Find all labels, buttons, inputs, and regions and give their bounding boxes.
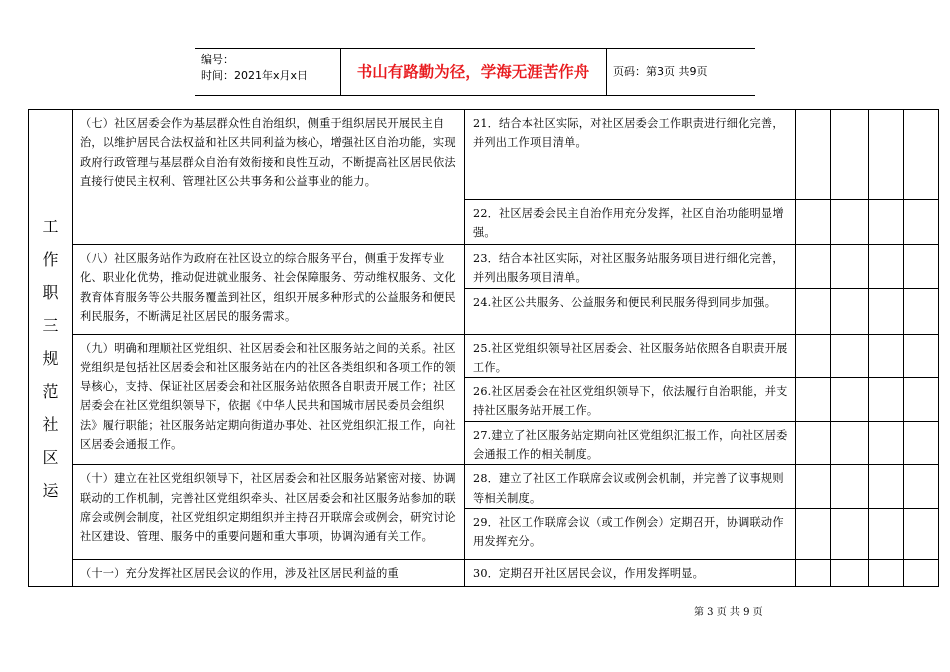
standard-cell: 30．定期召开社区居民会议，作用发挥明显。	[465, 559, 796, 586]
table-row	[29, 245, 939, 289]
score-cell	[796, 245, 831, 289]
score-cell	[796, 465, 831, 509]
table-row	[29, 110, 939, 200]
serial-label: 编号：	[201, 53, 234, 66]
score-cell	[904, 288, 939, 334]
heading-char: 职	[42, 283, 59, 302]
header-meta	[201, 52, 308, 84]
score-cell	[796, 334, 831, 378]
score-cell	[869, 378, 904, 422]
score-cell	[796, 200, 831, 245]
score-cell	[904, 378, 939, 422]
page-footer: 第 3 页 共 9 页	[694, 607, 763, 618]
heading-char: 范	[42, 382, 59, 401]
heading-char: 运	[42, 481, 59, 500]
time-label: 时间：2021年x月x日	[201, 69, 309, 82]
standard-cell: 28．建立了社区工作联席会议或例会机制，并完善了议事规则等相关制度。	[465, 465, 796, 509]
score-cell	[831, 334, 869, 378]
score-cell	[904, 200, 939, 245]
content-cell: （八）社区服务站作为政府在社区设立的综合服务平台，侧重于发挥专业化、职业化优势，推动促进就业服务、社会保障服务、劳动维权服务、文化教育体育服务等公共服务覆盖到社区，组织开展多种形式的公益服务和便民利民服务，不断满足社区居民的服务需求。	[73, 245, 465, 335]
standard-cell: 29．社区工作联席会议（或工作例会）定期召开，协调联动作用发挥充分。	[465, 508, 796, 559]
content-cell: （九）明确和理顺社区党组织、社区居委会和社区服务站之间的关系。社区党组织是包括社区居委会和社区服务站在内的社区各类组织和各项工作的领导核心，支持、保证社区居委会和社区服务站依照各自职责开展工作；社区居委会在社区党组织领导下，依据《中华人民共和国城市居民委员会组织法》履行职能；社区服务站定期向街道办事处、社区党组织汇报工作，向社区居委会通报工作。	[73, 334, 465, 465]
table-row	[29, 334, 939, 378]
score-cell	[831, 288, 869, 334]
standard-cell: 22．社区居委会民主自治作用充分发挥，社区自治功能明显增强。	[465, 200, 796, 245]
standards-table	[28, 109, 939, 587]
score-cell	[869, 245, 904, 289]
score-cell	[796, 508, 831, 559]
score-cell	[796, 421, 831, 465]
content-cell: （十）建立在社区党组织领导下，社区居委会和社区服务站紧密对接、协调联动的工作机制，完善社区党组织牵头、社区居委会和社区服务站参加的联席会或例会制度，社区党组织定期组织并主持召开联席会或例会，研究讨论社区建设、管理、服务中的重要问题和重大事项，协调沟通有关工作。	[73, 465, 465, 560]
header-page-number: 页码：第3页 共9页	[613, 65, 708, 78]
score-cell	[796, 559, 831, 586]
score-cell	[869, 421, 904, 465]
score-cell	[904, 334, 939, 378]
content-cell: （七）社区居委会作为基层群众性自治组织，侧重于组织居民开展民主自治，以维护居民合法权益和社区共同利益为核心，增强社区自治功能，实现政府行政管理与基层群众自治有效衔接和良性互动，不断提高社区居民依法直接行使民主权利、管理社区公共事务和公益事业的能力。	[73, 110, 465, 245]
table-row	[29, 465, 939, 509]
score-cell	[904, 245, 939, 289]
standard-cell: 21．结合本社区实际，对社区居委会工作职责进行细化完善，并列出工作项目清单。	[465, 110, 796, 200]
heading-char: 作	[42, 250, 59, 269]
score-cell	[904, 110, 939, 200]
heading-char: 区	[42, 448, 59, 467]
heading-char: 工	[42, 217, 59, 236]
score-cell	[869, 200, 904, 245]
score-cell	[904, 559, 939, 586]
score-cell	[831, 378, 869, 422]
heading-char: 社	[42, 415, 59, 434]
table-row	[29, 559, 939, 586]
heading-char: 规	[42, 349, 59, 368]
score-cell	[796, 378, 831, 422]
standard-cell: 24.社区公共服务、公益服务和便民利民服务得到同步加强。	[465, 288, 796, 334]
score-cell	[831, 200, 869, 245]
score-cell	[904, 421, 939, 465]
page-header	[195, 48, 755, 96]
score-cell	[904, 465, 939, 509]
content-cell: （十一）充分发挥社区居民会议的作用，涉及社区居民利益的重	[73, 559, 465, 586]
score-cell	[869, 110, 904, 200]
standard-cell: 26.社区居委会在社区党组织领导下，依法履行自治职能，并支持社区服务站开展工作。	[465, 378, 796, 422]
section-heading	[29, 110, 73, 587]
score-cell	[831, 508, 869, 559]
header-motto: 书山有路勤为径，学海无涯苦作舟	[356, 63, 590, 81]
score-cell	[869, 334, 904, 378]
standard-cell: 23．结合本社区实际，对社区服务站服务项目进行细化完善，并列出服务项目清单。	[465, 245, 796, 289]
score-cell	[796, 110, 831, 200]
score-cell	[831, 245, 869, 289]
score-cell	[831, 421, 869, 465]
score-cell	[904, 508, 939, 559]
score-cell	[869, 559, 904, 586]
standard-cell: 25.社区党组织领导社区居委会、社区服务站依照各自职责开展工作。	[465, 334, 796, 378]
score-cell	[869, 508, 904, 559]
score-cell	[831, 559, 869, 586]
standard-cell: 27.建立了社区服务站定期向社区党组织汇报工作，向社区居委会通报工作的相关制度。	[465, 421, 796, 465]
heading-char: 三	[42, 316, 59, 335]
score-cell	[831, 110, 869, 200]
score-cell	[796, 288, 831, 334]
score-cell	[869, 288, 904, 334]
score-cell	[869, 465, 904, 509]
score-cell	[831, 465, 869, 509]
